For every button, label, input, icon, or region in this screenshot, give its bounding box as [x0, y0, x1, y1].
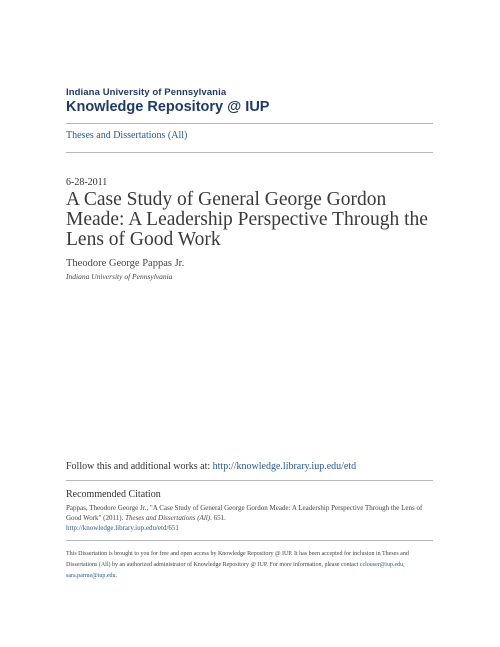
citation-divider: [66, 480, 433, 481]
access-notice: [66, 549, 436, 582]
notice-divider: [66, 540, 433, 541]
header-divider: [66, 123, 433, 124]
repository-name[interactable]: Knowledge Repository @ IUP: [66, 99, 270, 115]
citation-number: . 651.: [210, 514, 226, 522]
notice-end: .: [115, 573, 118, 579]
university-name: Indiana University of Pennsylvania: [66, 87, 227, 98]
citation-link[interactable]: http://knowledge.library.iup.edu/etd/651: [66, 524, 179, 532]
document-title: A Case Study of General George Gordon Meade: A Leadership Perspective Through the Lens of Good Work: [66, 189, 428, 250]
contact-email-1[interactable]: cclouser@iup.edu: [359, 562, 404, 568]
collection-link[interactable]: Theses and Dissertations (All): [66, 130, 188, 141]
notice-separator: ,: [403, 562, 405, 568]
citation-series: Theses and Dissertations (All): [125, 514, 211, 522]
author-affiliation: Indiana University of Pennsylvania: [66, 272, 173, 281]
follow-text: Follow this and additional works at:: [66, 461, 213, 472]
repository-header: [66, 87, 269, 115]
collection-divider: [66, 152, 433, 153]
publication-date: 6-28-2011: [66, 177, 108, 188]
contact-email-2[interactable]: sara.parme@iup.edu: [66, 573, 116, 579]
citation-body: Pappas, Theodore George Jr., "A Case Study of General George Gordon Meade: A Leadership Perspective Through the Lens of Good Work" (2011).: [66, 504, 423, 522]
notice-text: This Dissertation is brought to you for free and open access by Knowledge Repository @ IUP. It has been accepted for inclusion in Theses and Dissertations (All) by an authorized administrator of Knowledge Repository @ IUP. For more information, please contact: [66, 551, 409, 568]
citation-text: [66, 503, 436, 533]
follow-link[interactable]: http://knowledge.library.iup.edu/etd: [212, 461, 357, 472]
recommended-citation-label: Recommended Citation: [66, 489, 161, 500]
author-name: Theodore George Pappas Jr.: [66, 258, 185, 269]
follow-line: [66, 461, 356, 472]
